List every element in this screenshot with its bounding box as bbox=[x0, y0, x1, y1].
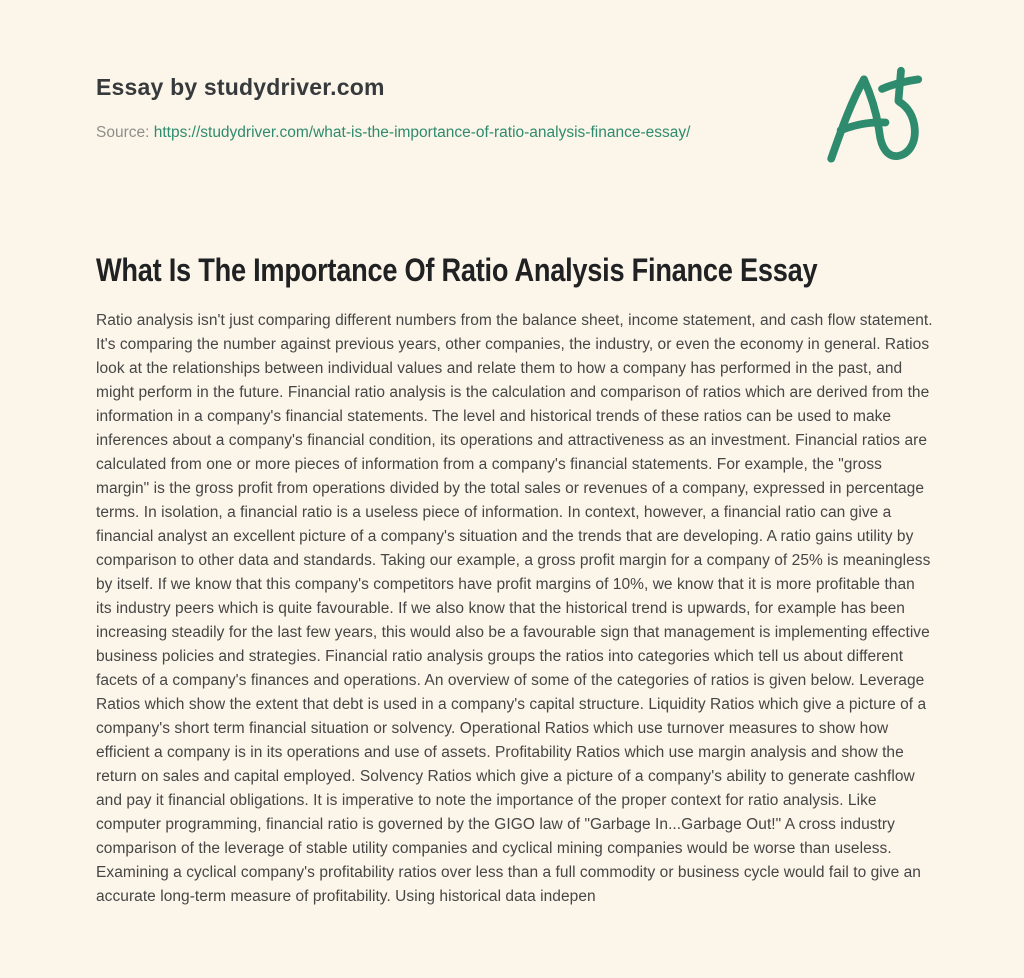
a-plus-logo-icon bbox=[820, 62, 932, 164]
byline: Essay by studydriver.com bbox=[96, 74, 385, 100]
studydriver-a-plus-logo bbox=[820, 62, 932, 164]
article-body-text: Ratio analysis isn't just comparing different numbers from the balance sheet, income statement, and cash flow statement. It's comparing the number against previous years, other companies, the industry, or even the economy in general. Ratios look at the relationships between individual values and relate them to how a company has performed in the past, and might perform in the future. Financial ratio analysis is the calculation and comparison of ratios which are derived from the information in a company's financial statements. The level and historical trends of these ratios can be used to make inferences about a company's financial condition, its operations and attractiveness as an investment. Financial ratios are calculated from one or more pieces of information from a company's financial statements. For example, the "gross margin" is the gross profit from operations divided by the total sales or revenues of a company, expressed in percentage terms. In isolation, a financial ratio is a useless piece of information. In context, however, a financial ratio can give a financial analyst an excellent picture of a company's situation and the trends that are developing. A ratio gains utility by comparison to other data and standards. Taking our example, a gross profit margin for a company of 25% is meaningless by itself. If we know that this company's competitors have profit margins of 10%, we know that it is more profitable than its industry peers which is quite favourable. If we also know that the historical trend is upwards, for example has been increasing steadily for the last few years, this would also be a favourable sign that management is implementing effective business policies and strategies. Financial ratio analysis groups the ratios into categories which tell us about different facets of a company's finances and operations. An overview of some of the categories of ratios is given below. Leverage Ratios which show the extent that debt is used in a company's capital structure. Liquidity Ratios which give a picture of a company's short term financial situation or solvency. Operational Ratios which use turnover measures to show how efficient a company is in its operations and use of assets. Profitability Ratios which use margin analysis and show the return on sales and capital employed. Solvency Ratios which give a picture of a company's ability to generate cashflow and pay it financial obligations. It is imperative to note the importance of the proper context for ratio analysis. Like computer programming, financial ratio is governed by the GIGO law of "Garbage In...Garbage Out!" A cross industry comparison of the leverage of stable utility companies and cyclical mining companies would be worse than useless. Examining a cyclical company's profitability ratios over less than a full commodity or business cycle would fail to give an accurate long-term measure of profitability. Using historical data indepen bbox=[96, 312, 933, 905]
article-title: What Is The Importance Of Ratio Analysis Finance Essay bbox=[96, 252, 818, 288]
source-label: Source: bbox=[96, 124, 150, 141]
source-url-link[interactable]: https://studydriver.com/what-is-the-importance-of-ratio-analysis-finance-essay/ bbox=[153, 124, 691, 141]
source-line bbox=[96, 124, 690, 142]
